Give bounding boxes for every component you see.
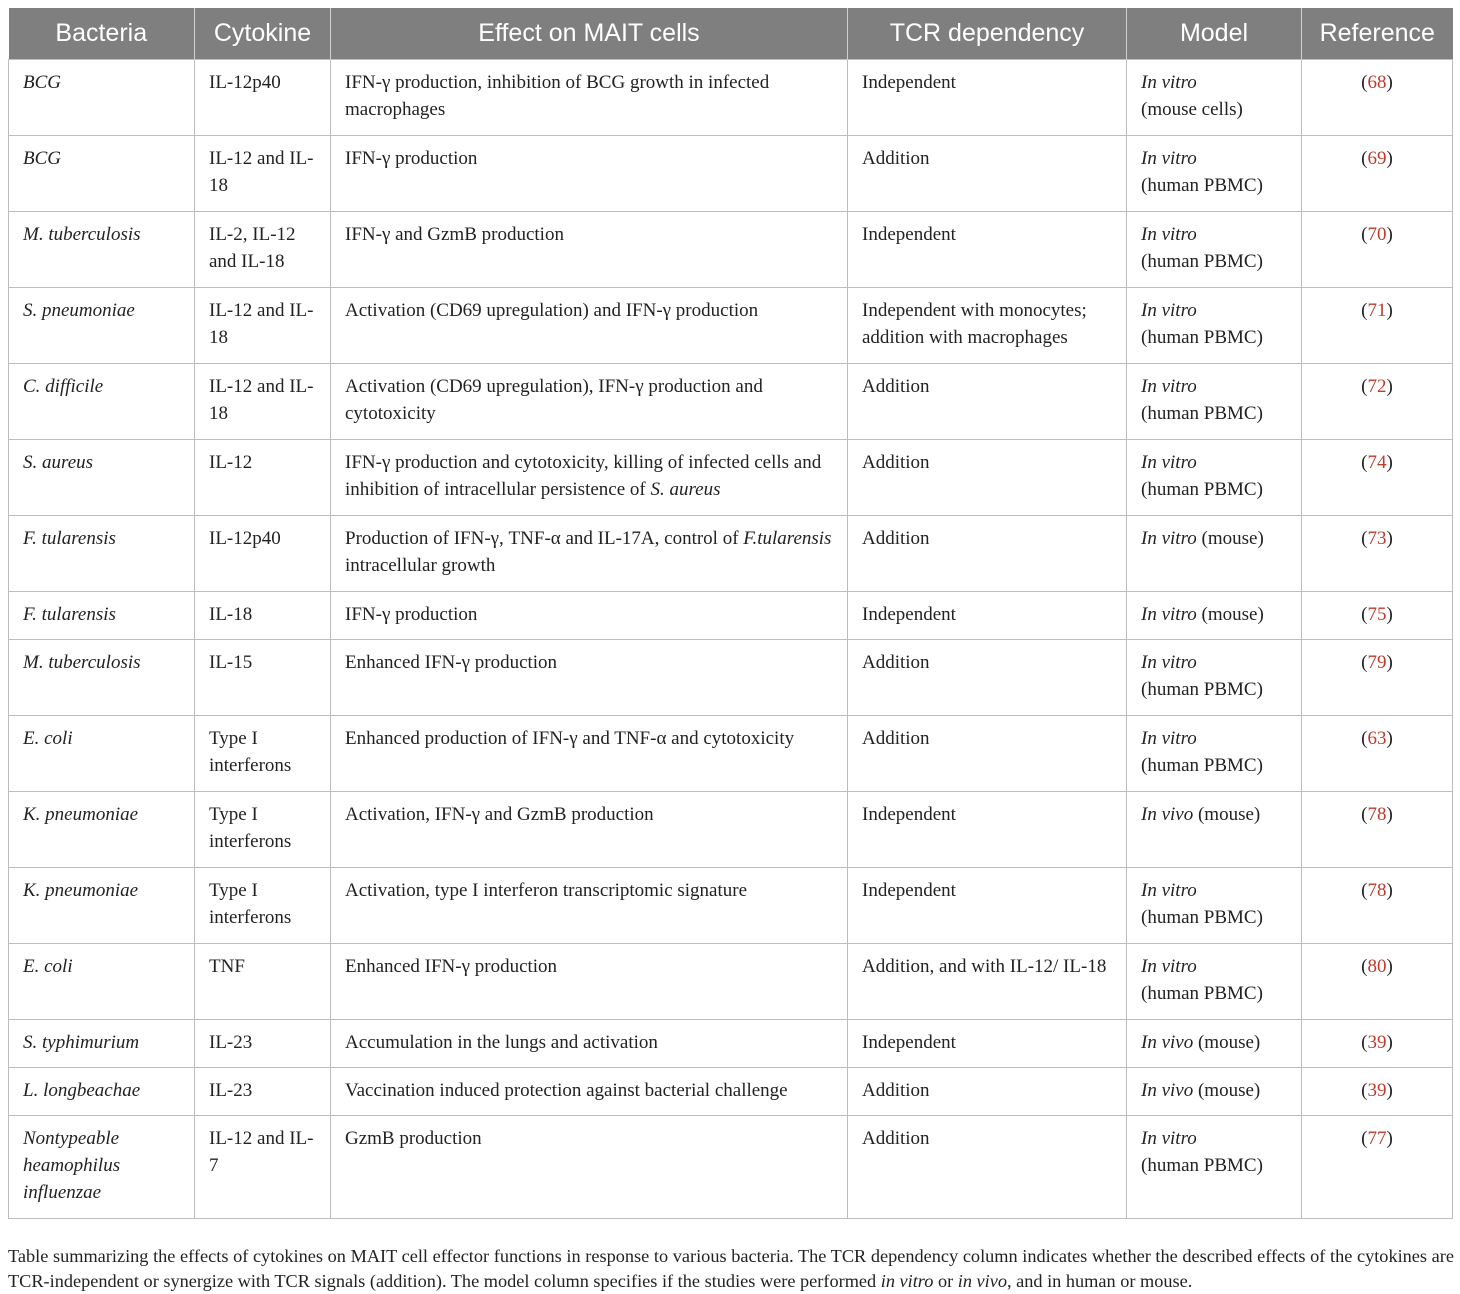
reference-cell: (39) (1302, 1019, 1453, 1067)
reference-link[interactable]: 79 (1367, 651, 1387, 673)
table-row (9, 1115, 1453, 1218)
bacteria-cell: BCG (9, 59, 195, 135)
model-type: In vitro (1141, 147, 1197, 169)
model-cell (1127, 135, 1302, 211)
model-species: (human PBMC) (1141, 906, 1263, 928)
effect-cell (331, 1067, 848, 1115)
table-row (9, 715, 1453, 791)
effect-text: Vaccination induced protection against bacterial challenge (345, 1079, 788, 1101)
model-cell (1127, 287, 1302, 363)
table-row (9, 791, 1453, 867)
model-cell (1127, 1115, 1302, 1218)
tcr-dependency-cell: Addition (848, 1115, 1127, 1218)
bacteria-cell: K. pneumoniae (9, 867, 195, 943)
model-cell (1127, 867, 1302, 943)
model-cell (1127, 1067, 1302, 1115)
cytokine-cell: IL-12p40 (195, 515, 331, 591)
reference-cell: (69) (1302, 135, 1453, 211)
header-cytokine: Cytokine (195, 8, 331, 59)
effect-cell (331, 943, 848, 1019)
reference-cell: (72) (1302, 363, 1453, 439)
model-type: In vitro (1141, 603, 1197, 625)
model-type: In vivo (1141, 1079, 1194, 1101)
bacteria-cell: F. tularensis (9, 591, 195, 639)
tcr-dependency-cell: Addition (848, 1067, 1127, 1115)
model-cell (1127, 639, 1302, 715)
reference-link[interactable]: 71 (1367, 299, 1387, 321)
model-type: In vitro (1141, 879, 1197, 901)
cytokine-cell: Type I interferons (195, 715, 331, 791)
tcr-dependency-cell: Addition (848, 715, 1127, 791)
model-species: (human PBMC) (1141, 982, 1263, 1004)
effect-cell (331, 791, 848, 867)
cytokine-cell: TNF (195, 943, 331, 1019)
effect-text: Enhanced IFN-γ production (345, 651, 558, 673)
model-type: In vivo (1141, 1031, 1194, 1053)
table-row (9, 287, 1453, 363)
model-cell (1127, 59, 1302, 135)
model-cell (1127, 715, 1302, 791)
reference-cell: (78) (1302, 867, 1453, 943)
effect-text: Accumulation in the lungs and activation (345, 1031, 658, 1053)
model-species: (mouse) (1193, 1079, 1261, 1101)
effect-cell (331, 1019, 848, 1067)
effect-text: IFN-γ production (345, 147, 478, 169)
model-species: (mouse) (1196, 527, 1264, 549)
header-model: Model (1127, 8, 1302, 59)
tcr-dependency-cell: Independent (848, 591, 1127, 639)
effect-cell (331, 59, 848, 135)
bacteria-cell: S. aureus (9, 439, 195, 515)
model-type: In vitro (1141, 451, 1197, 473)
reference-cell: (77) (1302, 1115, 1453, 1218)
model-type: In vitro (1141, 955, 1197, 977)
tcr-dependency-cell: Addition (848, 363, 1127, 439)
bacteria-cell: C. difficile (9, 363, 195, 439)
cytokine-cell: IL-12 and IL-7 (195, 1115, 331, 1218)
table-row (9, 59, 1453, 135)
reference-link[interactable]: 78 (1367, 803, 1387, 825)
caption-in-vivo: in vivo (957, 1271, 1007, 1292)
effect-italic-text: F.tularensis (743, 527, 832, 549)
model-species: (human PBMC) (1141, 678, 1263, 700)
cytokine-cell: IL-12 and IL-18 (195, 287, 331, 363)
model-species: (human PBMC) (1141, 754, 1263, 776)
model-cell (1127, 1019, 1302, 1067)
tcr-dependency-cell: Addition (848, 639, 1127, 715)
reference-cell: (70) (1302, 211, 1453, 287)
effect-text: Activation (CD69 upregulation), IFN-γ production and cytotoxicity (345, 375, 763, 424)
bacteria-cell: E. coli (9, 715, 195, 791)
tcr-dependency-cell: Independent (848, 867, 1127, 943)
model-species: (human PBMC) (1141, 478, 1263, 500)
reference-link[interactable]: 77 (1367, 1127, 1387, 1149)
effect-text-end: intracellular growth (345, 554, 496, 576)
bacteria-cell: S. typhimurium (9, 1019, 195, 1067)
effect-text: Activation (CD69 upregulation) and IFN-γ production (345, 299, 759, 321)
reference-link[interactable]: 69 (1367, 147, 1387, 169)
cytokine-cell: IL-18 (195, 591, 331, 639)
reference-cell: (80) (1302, 943, 1453, 1019)
table-row (9, 363, 1453, 439)
effect-cell (331, 715, 848, 791)
table-row (9, 1019, 1453, 1067)
effect-text: IFN-γ production (345, 603, 478, 625)
effect-cell (331, 135, 848, 211)
effect-italic-text: S. aureus (650, 478, 721, 500)
effect-cell (331, 287, 848, 363)
tcr-dependency-cell: Addition (848, 135, 1127, 211)
reference-link[interactable]: 72 (1367, 375, 1387, 397)
caption-text-or: or (933, 1271, 958, 1292)
cytokine-cell: IL-23 (195, 1019, 331, 1067)
tcr-dependency-cell: Independent (848, 211, 1127, 287)
effect-cell (331, 1115, 848, 1218)
model-cell (1127, 515, 1302, 591)
model-type: In vivo (1141, 803, 1194, 825)
table-row (9, 515, 1453, 591)
reference-link[interactable]: 68 (1367, 71, 1387, 93)
model-cell (1127, 591, 1302, 639)
table-row (9, 943, 1453, 1019)
table-row (9, 1067, 1453, 1115)
reference-link[interactable]: 80 (1367, 955, 1387, 977)
tcr-dependency-cell: Independent with monocytes; addition with macrophages (848, 287, 1127, 363)
model-type: In vitro (1141, 651, 1197, 673)
effect-text: Activation, IFN-γ and GzmB production (345, 803, 654, 825)
model-cell (1127, 791, 1302, 867)
table-row (9, 135, 1453, 211)
reference-cell: (78) (1302, 791, 1453, 867)
effect-text: Enhanced IFN-γ production (345, 955, 558, 977)
bacteria-cell: BCG (9, 135, 195, 211)
caption-text: Table summarizing the effects of cytokines on MAIT cell effector functions in response to various bacteria. The TCR dependency column indicates whether the described effects of the cytokines are TCR-independent or synergize with TCR signals (addition). The model column specifies if the studies were performed (8, 1246, 1454, 1292)
effect-cell (331, 591, 848, 639)
model-type: In vitro (1141, 527, 1197, 549)
summary-table-container (8, 8, 1452, 1219)
cytokine-cell: IL-23 (195, 1067, 331, 1115)
reference-cell: (39) (1302, 1067, 1453, 1115)
bacteria-cell: Nontypeable heamophilus influenzae (9, 1115, 195, 1218)
cytokine-cell: IL-12 and IL-18 (195, 135, 331, 211)
reference-cell: (75) (1302, 591, 1453, 639)
model-species: (mouse) (1193, 1031, 1261, 1053)
model-cell (1127, 363, 1302, 439)
bacteria-cell: S. pneumoniae (9, 287, 195, 363)
tcr-dependency-cell: Addition (848, 439, 1127, 515)
effect-text: IFN-γ production and cytotoxicity, killing of infected cells and inhibition of intracellular persistence of (345, 451, 822, 500)
bacteria-cell: E. coli (9, 943, 195, 1019)
reference-link[interactable]: 78 (1367, 879, 1387, 901)
model-species: (human PBMC) (1141, 326, 1263, 348)
reference-cell: (63) (1302, 715, 1453, 791)
table-header-row (9, 8, 1453, 59)
reference-cell: (74) (1302, 439, 1453, 515)
model-type: In vitro (1141, 71, 1197, 93)
header-effect: Effect on MAIT cells (331, 8, 848, 59)
tcr-dependency-cell: Independent (848, 59, 1127, 135)
effect-cell (331, 639, 848, 715)
effect-cell (331, 867, 848, 943)
tcr-dependency-cell: Addition, and with IL-12/ IL-18 (848, 943, 1127, 1019)
model-species: (mouse) (1196, 603, 1264, 625)
tcr-dependency-cell: Addition (848, 515, 1127, 591)
model-species: (human PBMC) (1141, 402, 1263, 424)
cytokine-cell: IL-12p40 (195, 59, 331, 135)
model-type: In vitro (1141, 1127, 1197, 1149)
header-reference: Reference (1302, 8, 1453, 59)
effect-text: Activation, type I interferon transcriptomic signature (345, 879, 748, 901)
model-species: (mouse cells) (1141, 98, 1243, 120)
model-type: In vitro (1141, 727, 1197, 749)
model-type: In vitro (1141, 375, 1197, 397)
table-row (9, 591, 1453, 639)
cytokine-cell: IL-12 (195, 439, 331, 515)
bacteria-cell: L. longbeachae (9, 1067, 195, 1115)
tcr-dependency-cell: Independent (848, 791, 1127, 867)
reference-link[interactable]: 39 (1367, 1079, 1387, 1101)
cytokine-cell: IL-2, IL-12 and IL-18 (195, 211, 331, 287)
reference-cell: (73) (1302, 515, 1453, 591)
model-cell (1127, 943, 1302, 1019)
effect-text: IFN-γ and GzmB production (345, 223, 564, 245)
model-type: In vitro (1141, 223, 1197, 245)
effect-cell (331, 515, 848, 591)
reference-link[interactable]: 70 (1367, 223, 1387, 245)
effect-cell (331, 211, 848, 287)
effect-text: Enhanced production of IFN-γ and TNF-α and cytotoxicity (345, 727, 795, 749)
caption-text-end: , and in human or mouse. (1007, 1271, 1193, 1292)
cytokine-cell: Type I interferons (195, 867, 331, 943)
table-row (9, 639, 1453, 715)
reference-link[interactable]: 74 (1367, 451, 1387, 473)
effect-text: GzmB production (345, 1127, 482, 1149)
reference-cell: (71) (1302, 287, 1453, 363)
bacteria-cell: M. tuberculosis (9, 639, 195, 715)
reference-link[interactable]: 39 (1367, 1031, 1387, 1053)
effect-cell (331, 439, 848, 515)
bacteria-cell: K. pneumoniae (9, 791, 195, 867)
cytokine-cell: IL-15 (195, 639, 331, 715)
table-row (9, 867, 1453, 943)
table-caption (8, 1244, 1454, 1294)
reference-cell: (68) (1302, 59, 1453, 135)
model-species: (human PBMC) (1141, 174, 1263, 196)
effect-text: Production of IFN-γ, TNF-α and IL-17A, control of (345, 527, 744, 549)
header-tcr-dependency: TCR dependency (848, 8, 1127, 59)
caption-in-vitro: in vitro (880, 1271, 934, 1292)
bacteria-cell: F. tularensis (9, 515, 195, 591)
header-bacteria: Bacteria (9, 8, 195, 59)
model-species: (human PBMC) (1141, 1154, 1263, 1176)
reference-link[interactable]: 75 (1367, 603, 1387, 625)
reference-link[interactable]: 73 (1367, 527, 1387, 549)
model-cell (1127, 211, 1302, 287)
table-row (9, 439, 1453, 515)
effect-cell (331, 363, 848, 439)
cytokine-cell: IL-12 and IL-18 (195, 363, 331, 439)
cytokine-cell: Type I interferons (195, 791, 331, 867)
table-row (9, 211, 1453, 287)
model-type: In vitro (1141, 299, 1197, 321)
bacteria-cell: M. tuberculosis (9, 211, 195, 287)
model-species: (mouse) (1193, 803, 1261, 825)
cytokine-effects-table (8, 8, 1453, 1219)
model-cell (1127, 439, 1302, 515)
model-species: (human PBMC) (1141, 250, 1263, 272)
tcr-dependency-cell: Independent (848, 1019, 1127, 1067)
reference-cell: (79) (1302, 639, 1453, 715)
reference-link[interactable]: 63 (1367, 727, 1387, 749)
effect-text: IFN-γ production, inhibition of BCG growth in infected macrophages (345, 71, 770, 120)
